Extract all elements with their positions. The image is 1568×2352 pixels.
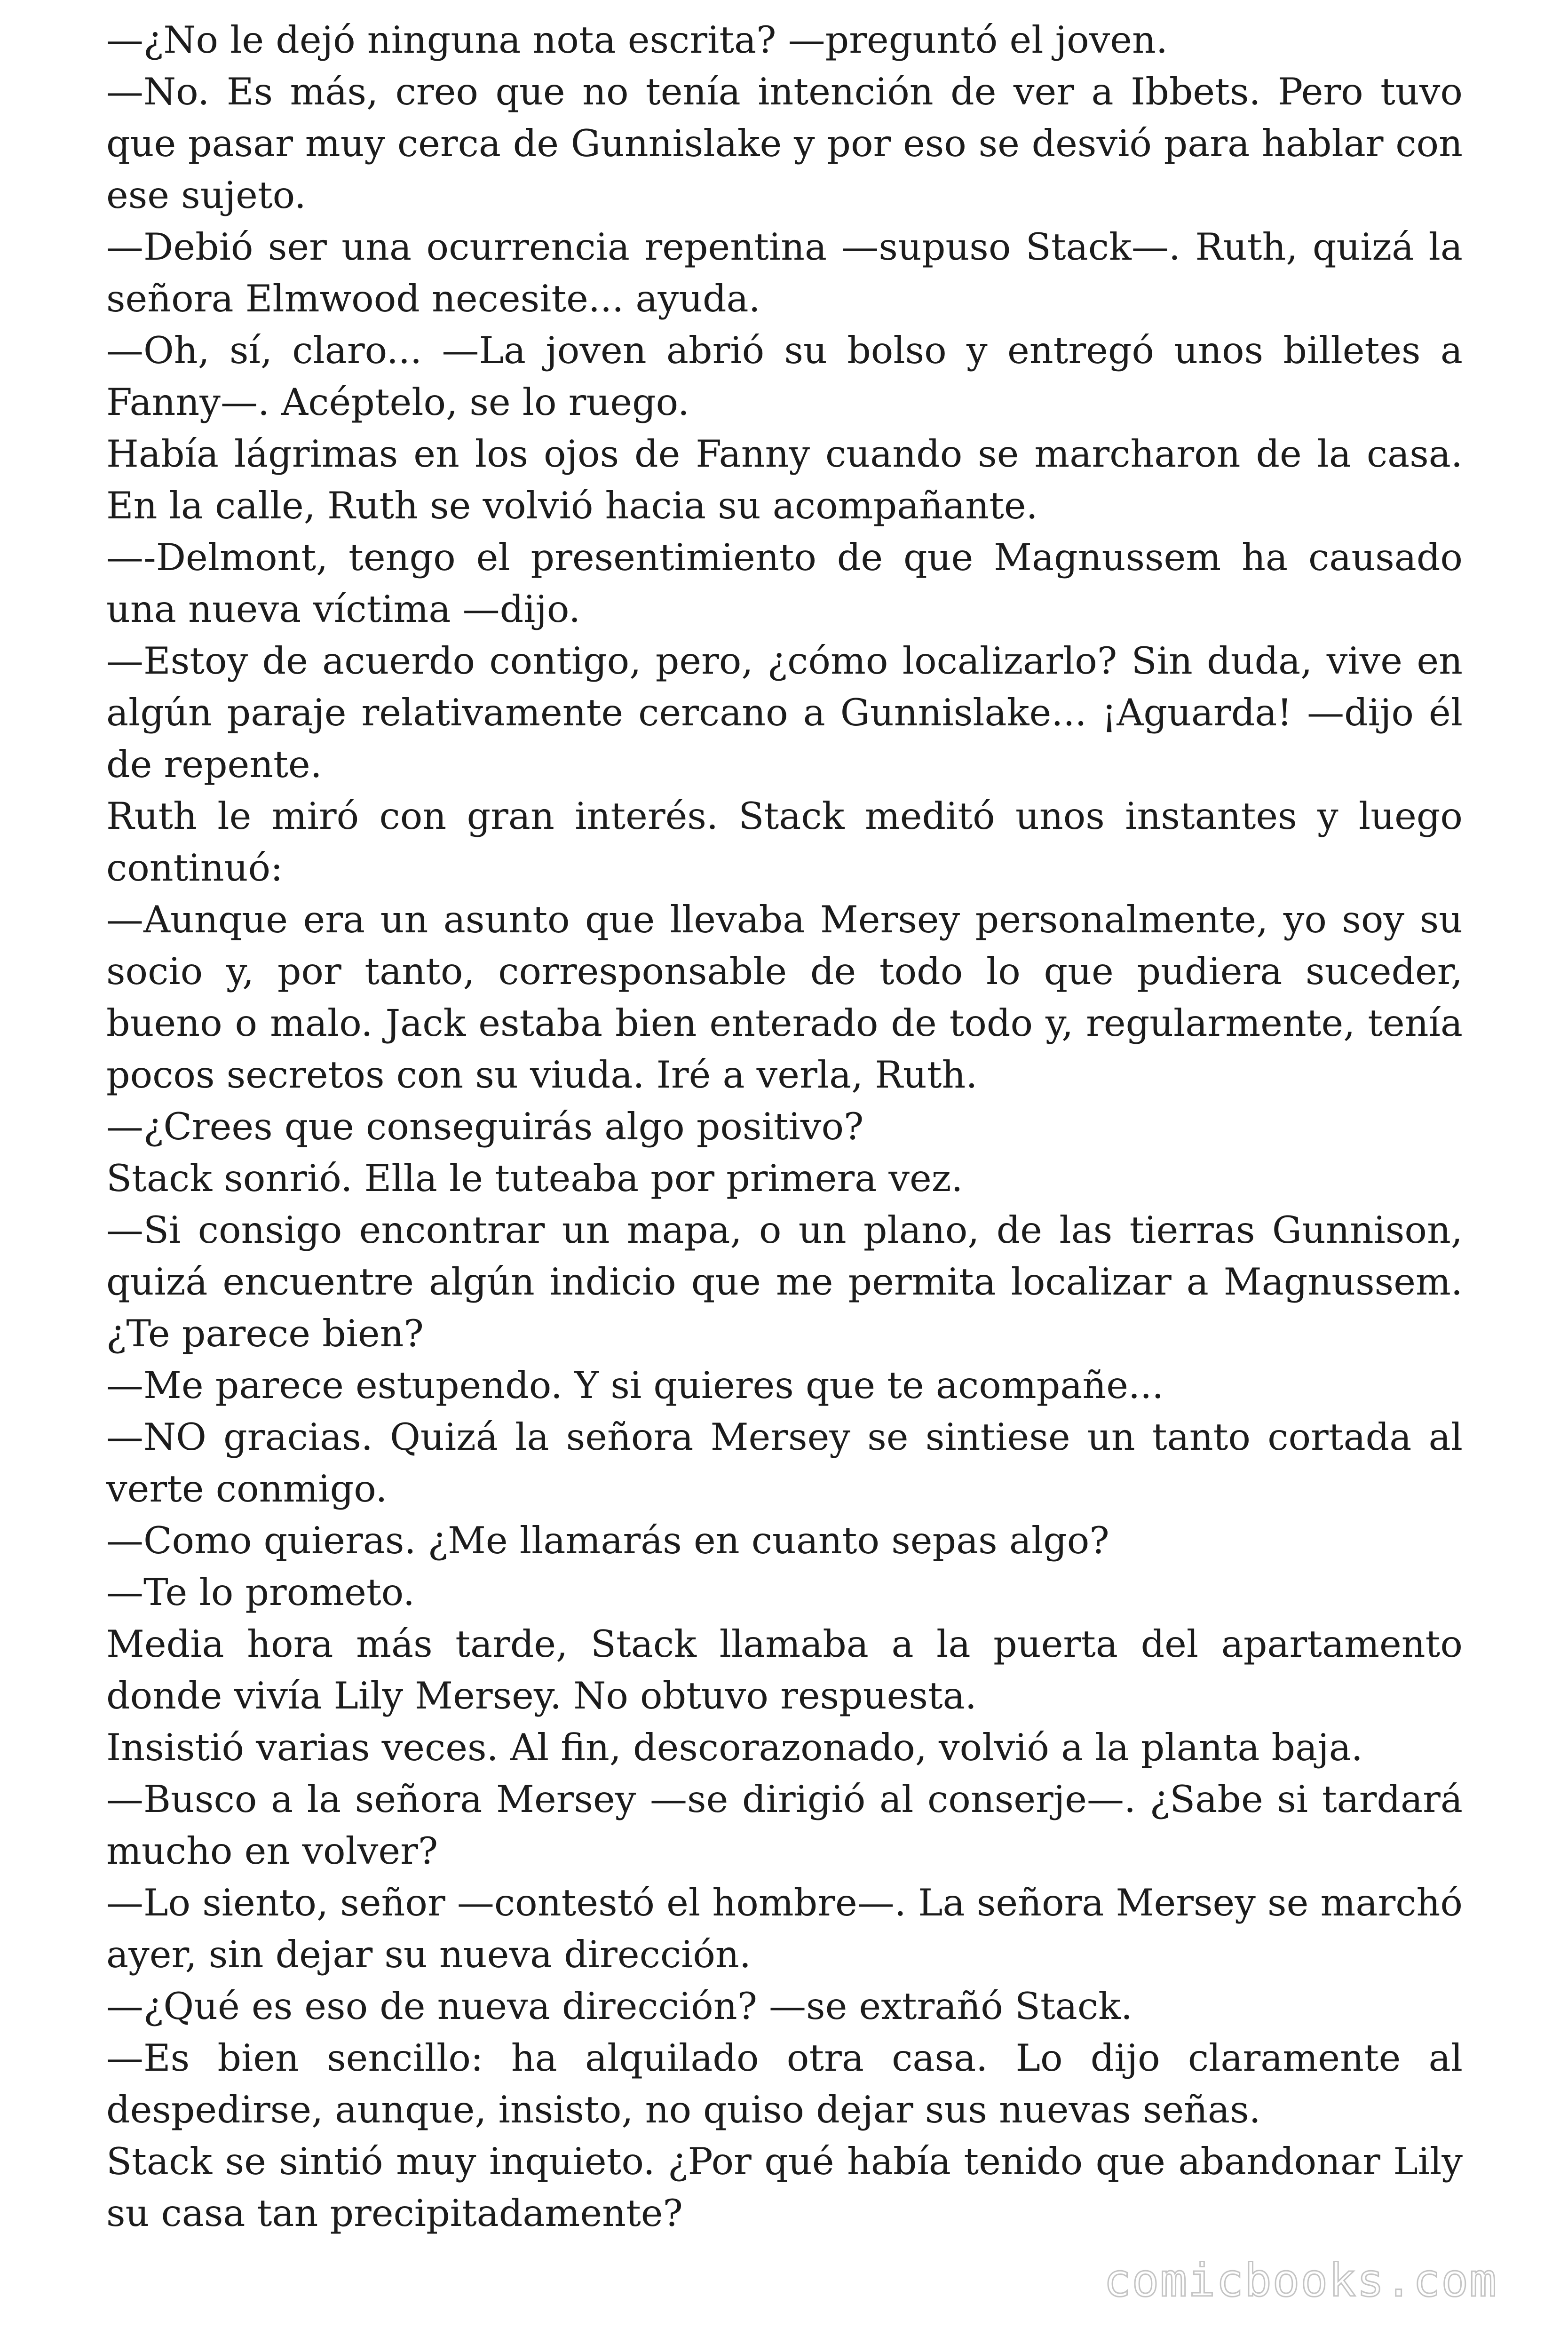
paragraph: —Es bien sencillo: ha alquilado otra casa. Lo dijo claramente al despedirse, aunque, insisto, no quiso dejar sus nuevas señas. (106, 2036, 1463, 2131)
paragraph: —Busco a la señora Mersey —se dirigió al conserje—. ¿Sabe si tardará mucho en volver? (106, 1778, 1463, 1873)
paragraph: —Me parece estupendo. Y si quieres que te acompañe... (106, 1364, 1164, 1407)
paragraph: —¿No le dejó ninguna nota escrita? —preguntó el joven. (106, 18, 1168, 62)
paragraph: Había lágrimas en los ojos de Fanny cuando se marcharon de la casa. En la calle, Ruth se volvió hacia su acompañante. (106, 432, 1463, 527)
paragraph: Media hora más tarde, Stack llamaba a la puerta del apartamento donde vivía Lily Mersey. No obtuvo respuesta. (106, 1622, 1463, 1717)
paragraph: Stack se sintió muy inquieto. ¿Por qué había tenido que abandonar Lily su casa tan precipitadamente? (106, 2140, 1463, 2235)
paragraph: —Te lo prometo. (106, 1571, 415, 1614)
paragraph: —No. Es más, creo que no tenía intención de ver a Ibbets. Pero tuvo que pasar muy cerca de Gunnislake y por eso se desvió para hablar con ese sujeto. (106, 70, 1463, 217)
paragraph: Ruth le miró con gran interés. Stack meditó unos instantes y luego continuó: (106, 795, 1463, 890)
paragraph: Insistió varias veces. Al fin, descorazonado, volvió a la planta baja. (106, 1726, 1363, 1769)
paragraph: —Estoy de acuerdo contigo, pero, ¿cómo localizarlo? Sin duda, vive en algún paraje relativamente cercano a Gunnislake... ¡Aguarda! —dijo él de repente. (106, 639, 1463, 786)
paragraph: —Aunque era un asunto que llevaba Mersey personalmente, yo soy su socio y, por tanto, corresponsable de todo lo que pudiera suceder, bueno o malo. Jack estaba bien enterado de todo y, regularmente, tenía pocos secretos con su viuda. Iré a verla, Ruth. (106, 898, 1463, 1097)
paragraph: —Oh, sí, claro... —La joven abrió su bolso y entregó unos billetes a Fanny—. Acéptelo, se lo ruego. (106, 329, 1463, 424)
paragraph: —Si consigo encontrar un mapa, o un plano, de las tierras Gunnison, quizá encuentre algún indicio que me permita localizar a Magnussem. ¿Te parece bien? (106, 1208, 1463, 1355)
paragraph: —NO gracias. Quizá la señora Mersey se sintiese un tanto cortada al verte conmigo. (106, 1415, 1463, 1510)
paragraph: —Lo siento, señor —contestó el hombre—. La señora Mersey se marchó ayer, sin dejar su nueva dirección. (106, 1881, 1463, 1976)
watermark: comicbooks.com (1103, 2254, 1497, 2307)
paragraph: —Como quieras. ¿Me llamarás en cuanto sepas algo? (106, 1519, 1109, 1562)
paragraph: —¿Qué es eso de nueva dirección? —se extrañó Stack. (106, 1985, 1133, 2028)
paragraph: —Debió ser una ocurrencia repentina —supuso Stack—. Ruth, quizá la señora Elmwood necesite... ayuda. (106, 225, 1463, 320)
paragraph: —¿Crees que conseguirás algo positivo? (106, 1105, 864, 1148)
paragraph: —-Delmont, tengo el presentimiento de que Magnussem ha causado una nueva víctima —dijo. (106, 536, 1463, 631)
paragraph: Stack sonrió. Ella le tuteaba por primera vez. (106, 1157, 963, 1200)
body-text (106, 14, 1463, 2239)
